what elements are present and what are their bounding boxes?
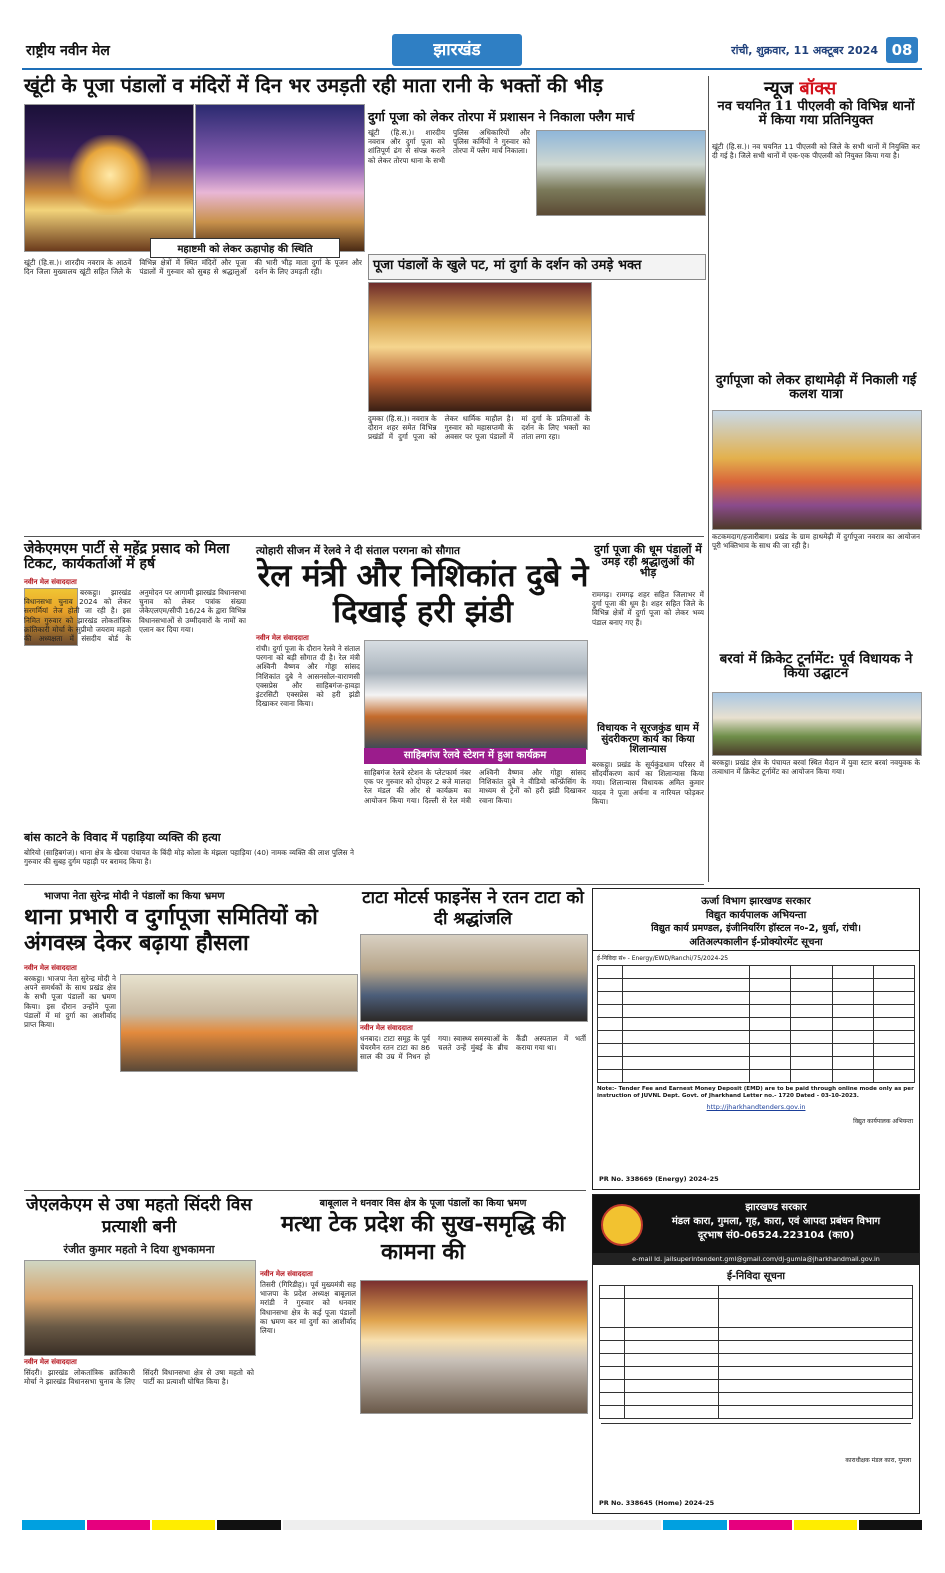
tata-body bbox=[360, 1034, 586, 1186]
lead-photo-pandal bbox=[195, 104, 365, 252]
jail-ad-pr: PR No. 338645 (Home) 2024-25 bbox=[599, 1499, 715, 1507]
kalash-headline: दुर्गापूजा को लेकर हाथामेढ़ी में निकाली गई कलश यात्रा bbox=[715, 373, 917, 402]
rail-body-right bbox=[364, 768, 586, 882]
kalash-body-text: कटकमदाग/हजारीबाग। प्रखंड के ग्राम हाथमेढ़ी में दुर्गापूजा नवरात्र का आयोजन पूरी भक्तिभाव के साथ की जा रही है। bbox=[712, 532, 920, 551]
jail-ad-notice: ई-निविदा सूचना bbox=[727, 1271, 785, 1282]
bamboo-headline: बांस काटने के विवाद में पहाड़िया व्यक्ति की हत्या bbox=[24, 831, 221, 844]
rail-photo bbox=[364, 640, 588, 750]
news-box-label bbox=[764, 76, 836, 100]
energy-ad-signatory: विद्युत कार्यपालक अभियन्ता bbox=[853, 1118, 913, 1125]
cricket-body-text: बरकट्ठा। प्रखंड क्षेत्र के पंचायत बरवां स्थित मैदान में युवा स्टार बरवां नवयुवक के तत्वाधान में क्रिकेट टूर्नामेंट का आयोजन किया गया। bbox=[712, 758, 920, 777]
jlkm-byline: नवीन मेल संवाददाता bbox=[24, 1358, 77, 1366]
news-box-label-a: न्यूज bbox=[764, 78, 794, 99]
jail-ad-table bbox=[599, 1285, 913, 1419]
page-number: 08 bbox=[886, 37, 918, 63]
news-box-label-b: बॉक्स bbox=[799, 78, 837, 99]
bjp-kicker: भाजपा नेता सुरेन्द्र मोदी ने पंडालों का किया भ्रमण bbox=[44, 891, 225, 902]
dhoom-body bbox=[592, 590, 704, 720]
energy-ad-pr: PR No. 338669 (Energy) 2024-25 bbox=[599, 1175, 719, 1183]
bjp-body-text: बरकट्ठा। भाजपा नेता सुरेन्द्र मोदी ने अपने समर्थकों के साथ प्रखंड क्षेत्र के सभी पूजा पंडालों का भ्रमण किया। इस दौरान उन्होंने पूजा पंडालों में मां दुर्गा का आशीर्वाद प्राप्त किया। bbox=[24, 974, 116, 1030]
newsbox-headline: नव चयनित 11 पीएलवी को विभिन्न थानों में किया गया प्रतिनियुक्त bbox=[717, 99, 915, 128]
energy-ad-note: Note:- Tender Fee and Earnest Money Deposit (EMD) are to be paid through online mode only as per instruction of JUVNL Dept. Govt. of Jharkhand Letter no.- 1720 Dated - 03-10-2023. bbox=[597, 1086, 914, 1099]
energy-ad-notice: अतिअल्पकालीन ई-प्रोक्योरमेंट सूचना bbox=[593, 934, 919, 951]
babulal-body-2 bbox=[360, 1416, 586, 1510]
pandal-headline-bar bbox=[368, 254, 706, 280]
jlkm-subhead: रंजीत कुमार महतो ने दिया शुभकामना bbox=[63, 1243, 215, 1256]
rail-photo-caption-text: साहिबगंज रेलवे स्टेशन में हुआ कार्यक्रम bbox=[403, 750, 547, 761]
babulal-headline: मत्था टेक प्रदेश की सुख-समृद्धि की कामना की bbox=[280, 1211, 566, 1265]
energy-tender-ad bbox=[592, 888, 920, 1190]
lead-headline: खूंटी के पूजा पंडालों व मंदिरों में दिन भर उमड़ती रही माता रानी के भक्तों की भीड़ bbox=[24, 74, 603, 97]
bjp-body-2 bbox=[120, 1074, 356, 1186]
cricket-photo bbox=[712, 692, 922, 756]
jail-ad-header bbox=[593, 1195, 919, 1253]
rail-body bbox=[256, 644, 360, 882]
babulal-body-text: तिसरी (गिरिडीह)। पूर्व मुख्यमंत्री सह भाजपा के प्रदेश अध्यक्ष बाबूलाल मरांडी ने गुरुवार को धनवार विधानसभा क्षेत्र के कई पूजा पंडालों का भ्रमण कर मां दुर्गा का आशीर्वाद लिया। bbox=[260, 1280, 356, 1336]
rail-body-right-text: साहिबगंज रेलवे स्टेशन के प्लेटफार्म नंबर एक पर गुरुवार को दोपहर 2 बजे मालदा रेल मंडल की ओर से कार्यक्रम का आयोजन किया गया। दिल्ली से रेल मंत्री अश्विनी वैष्णव और गोड्डा सांसद निशिकांत दुबे ने वीडियो कॉन्फ्रेंसिंग के माध्यम से ट्रेनों को हरी झंडी दिखाकर रवाना किया। bbox=[364, 768, 586, 805]
flagmarch-body-text: खूंटी (हि.स.)। शारदीय नवरात्र और दुर्गा पूजा को शांतिपूर्ण ढंग से संपन्न कराने को लेकर तोरपा थाना के सभी पुलिस अधिकारियों और पुलिस कर्मियों ने गुरुवार को तोरपा में फ्लैग मार्च निकाला। bbox=[368, 128, 530, 165]
section-tab bbox=[392, 34, 522, 66]
jail-ad-signatory: काराधीक्षक मंडल कारा, गुमला bbox=[845, 1457, 911, 1464]
dhoom-body-text: रामगढ़। रामगढ़ शहर सहित जिलाभर में दुर्गा पूजा की धूम है। शहर सहित जिले के विभिन्न क्षेत्रों में दुर्गा पूजा को लेकर भव्य पंडाल बनाए गए हैं। bbox=[592, 590, 704, 627]
flagmarch-body-2 bbox=[536, 216, 704, 248]
pandal-body-right bbox=[594, 282, 704, 528]
jharkhand-emblem-icon bbox=[601, 1204, 643, 1246]
energy-ad-table bbox=[597, 965, 915, 1083]
flagmarch-headline: दुर्गा पूजा को लेकर तोरपा में प्रशासन ने निकाला फ्लैग मार्च bbox=[368, 109, 635, 124]
jail-ad-office: मंडल कारा, गुमला, गृह, कारा, एवं आपदा प्रबंधन विभाग bbox=[671, 1216, 881, 1227]
energy-ad-office: विद्युत कार्यपालक अभियन्ता bbox=[705, 910, 807, 921]
section-name: झारखंड bbox=[433, 40, 481, 60]
bjp-photo bbox=[120, 974, 358, 1072]
pandal-body-text: दुमका (हि.स.)। नवरात्र के दौरान शहर समेत विभिन्न प्रखंडों में दुर्गा पूजा को लेकर धार्मिक माहौल है। गुरुवार को महासप्तमी के अवसर पर पूजा पंडालों में मां दुर्गा के प्रतिमाओं के दर्शन के लिए भक्तों का तांता लगा रहा। bbox=[368, 414, 590, 442]
jkm-body bbox=[24, 588, 246, 828]
babulal-kicker: बाबूलाल ने धनवार विस क्षेत्र के पूजा पंडालों का किया भ्रमण bbox=[319, 1198, 527, 1209]
kalash-body bbox=[712, 532, 920, 648]
rail-kicker: त्योहारी सीजन में रेलवे ने दी संताल परगना को सौगात bbox=[256, 545, 461, 557]
lead-body bbox=[24, 258, 362, 530]
tata-headline: टाटा मोटर्स फाइनेंस ने रतन टाटा को दी श्रद्धांजलि bbox=[362, 888, 584, 929]
dhoom-headline: दुर्गा पूजा की धूम पंडालों में उमड़ रही श्रद्धालुओं की भीड़ bbox=[594, 543, 702, 580]
pandal-photo bbox=[368, 282, 592, 412]
pandal-headline: पूजा पंडालों के खुले पट, मां दुर्गा के दर्शन को उमड़े भक्त bbox=[373, 258, 642, 273]
paper-name: राष्ट्रीय नवीन मेल bbox=[26, 43, 110, 59]
surya-body bbox=[592, 760, 704, 882]
energy-ad-dept: ऊर्जा विभाग झारखण्ड सरकार bbox=[701, 896, 811, 907]
energy-ad-website[interactable]: http://jharkhandtenders.gov.in bbox=[706, 1103, 806, 1111]
tata-body-text: धनबाद। टाटा समूह के पूर्व चेयरमैन रतन टाटा का 86 साल की उम्र में निधन हो गया। स्वास्थ्य समस्याओं के चलते उन्हें मुंबई के ब्रीच कैंडी अस्पताल में भर्ती कराया गया था। bbox=[360, 1034, 586, 1062]
rail-photo-caption bbox=[364, 748, 586, 764]
jail-ad-notes bbox=[601, 1423, 911, 1452]
dateline: रांची, शुक्रवार, 11 अक्टूबर 2024 bbox=[731, 44, 878, 57]
babulal-photo bbox=[360, 1280, 588, 1414]
kalash-photo bbox=[712, 410, 922, 530]
lead-inset-caption: महाष्टमी को लेकर ऊहापोह की स्थिति bbox=[150, 238, 340, 258]
bjp-byline: नवीन मेल संवाददाता bbox=[24, 964, 77, 972]
jail-tender-ad bbox=[592, 1194, 920, 1514]
rail-body-text: रांची। दुर्गा पूजा के दौरान रेलवे ने संताल परगना को बड़ी सौगात दी है। रेल मंत्री अश्विनी वैष्णव और गोड्डा सांसद निशिकांत दुबे ने आसनसोल-वाराणसी एक्सप्रेस और साहिबगंज-हावड़ा इंटरसिटी एक्सप्रेस को हरी झंडी दिखाकर रवाना किया। bbox=[256, 644, 360, 709]
jkm-body-text: बरकट्ठा। झारखंड विधानसभा चुनाव 2024 को लेकर सरगर्मियां तेज होती जा रही है। इस निमित गुरुवार को झारखंड लोकतांत्रिक क्रांतिकारी मोर्चा के सुप्रीमो जयराम महतो की अध्यक्षता में संसदीय बोर्ड के अनुमोदन पर आगामी झारखंड विधानसभा चुनाव को लेकर पत्रांक संख्या जेकेएलएम/सीपी 16/24 के द्वारा विभिन्न विधानसभाओं से उम्मीदवारों के नामों का एलान कर दिया गया। bbox=[24, 588, 246, 644]
jail-ad-email: e-mail Id. jailsuperintendent.gml@gmail.com/dj-gumla@jharkhandmail.gov.in bbox=[593, 1253, 919, 1265]
energy-ad-address: विद्युत कार्य प्रमण्डल, इंजीनियरिंग हॉस्टल न०-2, धुर्वा, रांची। bbox=[651, 923, 861, 934]
divider-col-right bbox=[708, 76, 709, 882]
divider-lower bbox=[24, 1190, 586, 1191]
divider-lead bbox=[24, 536, 704, 537]
energy-ad-ref: ई-निविदा सं० - Energy/EWD/Ranchi/75/2024-25 bbox=[597, 955, 729, 962]
babulal-byline: नवीन मेल संवाददाता bbox=[260, 1270, 313, 1278]
bjp-headline: थाना प्रभारी व दुर्गापूजा समितियों को अंगवस्त्र देकर बढ़ाया हौसला bbox=[24, 904, 318, 956]
flagmarch-photo bbox=[536, 130, 706, 216]
jlkm-headline: जेएलकेएम से उषा महतो सिंदरी विस प्रत्याशी बनी bbox=[26, 1195, 252, 1237]
bamboo-body-text: बोरियो (साहिबगंज)। थाना क्षेत्र के खैरवा पंचायत के बिंदी मोड़ कोला के मंझला पहाड़िया (40) नामक व्यक्ति की लाश पुलिस ने गुरुवार की सुबह दुर्गम पहाड़ी पर बरामद किया है। bbox=[24, 848, 354, 867]
jail-ad-govt: झारखण्ड सरकार bbox=[745, 1202, 807, 1213]
cricket-body bbox=[712, 758, 920, 882]
tata-photo bbox=[360, 934, 588, 1022]
jkm-byline: नवीन मेल संवाददाता bbox=[24, 578, 77, 586]
rail-headline: रेल मंत्री और निशिकांत दुबे ने दिखाई हरी झंडी bbox=[257, 558, 589, 630]
babulal-body bbox=[260, 1280, 356, 1510]
surya-body-text: बरकट्ठा। प्रखंड के सूर्यकुंडधाम परिसर में सौंदर्यीकरण कार्य का शिलान्यास किया गया। शिलान्यास विधायक अमित कुमार यादव ने पूजा अर्चना व नारियल फोड़कर किया। bbox=[592, 760, 704, 806]
masthead bbox=[22, 34, 922, 70]
jail-ad-phone: दूरभाष सं0-06524.223104 (का0) bbox=[697, 1230, 855, 1241]
rail-byline: नवीन मेल संवाददाता bbox=[256, 634, 309, 642]
cricket-headline: बरवां में क्रिकेट टूर्नामेंट: पूर्व विधायक ने किया उद्घाटन bbox=[719, 651, 913, 682]
surya-headline: विधायक ने सूरजकुंड धाम में सुंदरीकरण कार्य का किया शिलान्यास bbox=[597, 723, 699, 755]
jlkm-body bbox=[24, 1368, 254, 1510]
lead-photo-temple bbox=[24, 104, 194, 252]
registration-bar bbox=[22, 1520, 922, 1530]
tata-byline: नवीन मेल संवाददाता bbox=[360, 1024, 413, 1032]
newsbox-body-text: खूंटी (हि.स.)। नव चयनित 11 पीएलवी को जिले के सभी थानों में नियुक्ति कर दी गई है। जिले सभी थानों में एक-एक पीएलवी को नियुक्त किया गया है। bbox=[712, 142, 920, 161]
bjp-body bbox=[24, 974, 116, 1186]
divider-mid bbox=[24, 884, 704, 885]
flagmarch-body bbox=[368, 128, 530, 246]
pandal-body bbox=[368, 414, 590, 530]
jkm-headline: जेकेएमएम पार्टी से महेंद्र प्रसाद को मिला टिकट, कार्यकर्ताओं में हर्ष bbox=[24, 541, 230, 572]
newsbox-body bbox=[712, 142, 920, 368]
jlkm-photo bbox=[24, 1260, 256, 1356]
lead-body-text: खूंटी (हि.स.)। शारदीय नवरात्र के आठवें दिन जिला मुख्यालय खूंटी सहित जिले के विभिन्न क्षेत्रों में स्थित मंदिरों और पूजा पंडालों में गुरुवार को सुबह से श्रद्धालुओं की भारी भीड़ माता दुर्गा के पूजन और दर्शन के लिए उमड़ती रही। bbox=[24, 258, 362, 277]
jlkm-body-text: सिंदरी। झारखंड लोकतांत्रिक क्रांतिकारी मोर्चा ने झारखंड विधानसभा चुनाव के लिए सिंदरी विधानसभा क्षेत्र से उषा महतो को पार्टी का प्रत्याशी घोषित किया है। bbox=[24, 1368, 254, 1387]
